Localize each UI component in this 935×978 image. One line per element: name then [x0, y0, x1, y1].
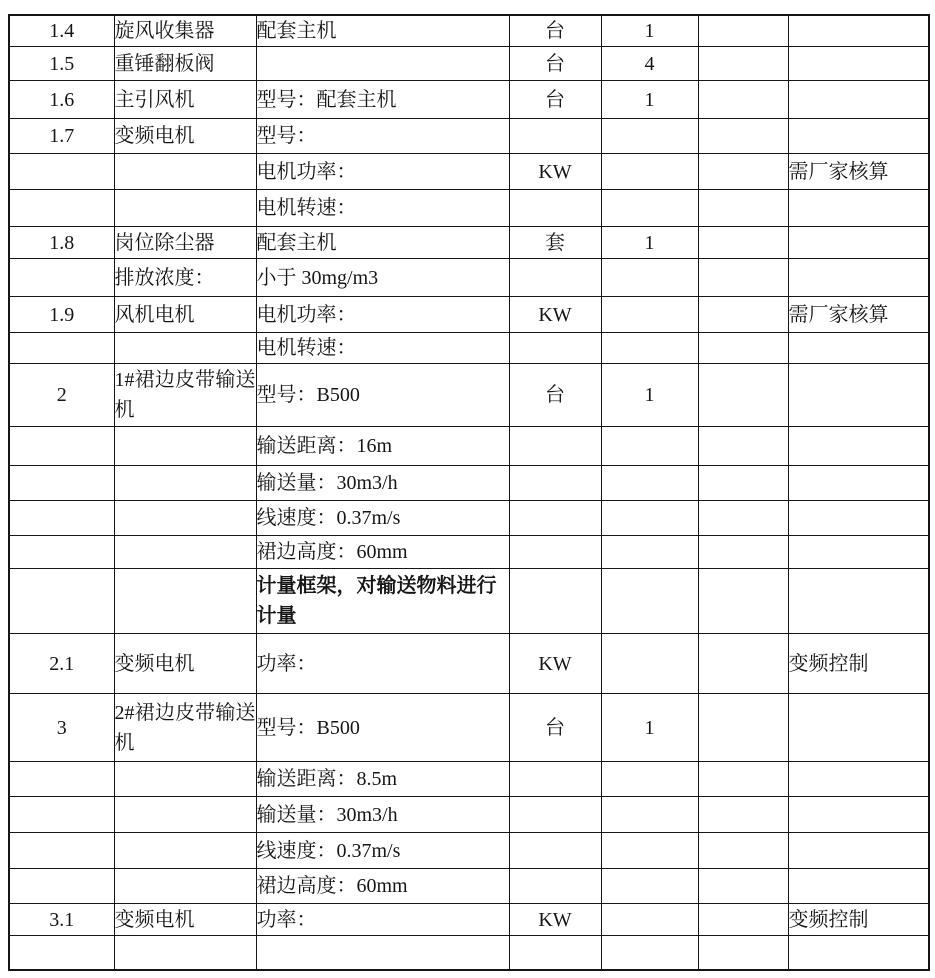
- cell-item-number: [9, 259, 114, 297]
- cell-item-number: 1.6: [9, 81, 114, 119]
- cell-unit: 台: [509, 47, 601, 81]
- cell-specification: 型号：配套主机: [256, 81, 509, 119]
- cell-equipment-name: 排放浓度：: [114, 259, 256, 297]
- cell-remark: [788, 227, 929, 259]
- cell-quantity: [601, 936, 698, 970]
- cell-unlabeled: [698, 501, 788, 536]
- table-row: [9, 333, 929, 364]
- cell-specification: 输送距离：8.5m: [256, 762, 509, 797]
- cell-quantity: [601, 869, 698, 904]
- cell-unit: [509, 466, 601, 501]
- table-row: [9, 47, 929, 81]
- cell-remark: [788, 869, 929, 904]
- cell-equipment-name: 重锤翻板阀: [114, 47, 256, 81]
- cell-specification: 输送量：30m3/h: [256, 797, 509, 833]
- cell-equipment-name: [114, 936, 256, 970]
- cell-quantity: [601, 154, 698, 190]
- table-row: [9, 119, 929, 154]
- cell-unlabeled: [698, 466, 788, 501]
- cell-equipment-name: 变频电机: [114, 634, 256, 694]
- cell-equipment-name: [114, 190, 256, 227]
- cell-specification: 电机转速：: [256, 190, 509, 227]
- cell-quantity: 1: [601, 364, 698, 427]
- table-row: [9, 427, 929, 466]
- cell-item-number: [9, 154, 114, 190]
- cell-equipment-name: [114, 797, 256, 833]
- cell-remark: 需厂家核算: [788, 154, 929, 190]
- cell-equipment-name: 1#裙边皮带输送机: [114, 364, 256, 427]
- cell-specification: 线速度：0.37m/s: [256, 501, 509, 536]
- cell-unit: [509, 190, 601, 227]
- cell-remark: [788, 569, 929, 634]
- table-row: [9, 259, 929, 297]
- cell-remark: [788, 797, 929, 833]
- cell-equipment-name: [114, 762, 256, 797]
- cell-specification: 电机功率：: [256, 154, 509, 190]
- cell-quantity: [601, 297, 698, 333]
- cell-item-number: [9, 501, 114, 536]
- cell-unlabeled: [698, 227, 788, 259]
- cell-equipment-name: [114, 427, 256, 466]
- table-body: [9, 15, 929, 970]
- cell-unit: KW: [509, 154, 601, 190]
- cell-unlabeled: [698, 333, 788, 364]
- cell-unit: [509, 333, 601, 364]
- cell-item-number: 2: [9, 364, 114, 427]
- cell-unlabeled: [698, 190, 788, 227]
- cell-quantity: [601, 536, 698, 569]
- cell-equipment-name: 主引风机: [114, 81, 256, 119]
- cell-specification: 输送量：30m3/h: [256, 466, 509, 501]
- cell-equipment-name: 岗位除尘器: [114, 227, 256, 259]
- cell-equipment-name: [114, 154, 256, 190]
- cell-remark: [788, 833, 929, 869]
- cell-unlabeled: [698, 797, 788, 833]
- cell-specification: 输送距离：16m: [256, 427, 509, 466]
- cell-specification: 电机功率：: [256, 297, 509, 333]
- cell-quantity: [601, 259, 698, 297]
- cell-item-number: [9, 869, 114, 904]
- cell-equipment-name: [114, 466, 256, 501]
- cell-unlabeled: [698, 762, 788, 797]
- cell-item-number: 1.9: [9, 297, 114, 333]
- table-row: [9, 466, 929, 501]
- cell-quantity: [601, 797, 698, 833]
- cell-quantity: [601, 427, 698, 466]
- table-row: [9, 227, 929, 259]
- cell-item-number: [9, 466, 114, 501]
- cell-remark: [788, 119, 929, 154]
- cell-quantity: [601, 333, 698, 364]
- cell-equipment-name: [114, 536, 256, 569]
- cell-equipment-name: 变频电机: [114, 904, 256, 936]
- table-row: [9, 364, 929, 427]
- table-row: [9, 936, 929, 970]
- cell-unit: [509, 501, 601, 536]
- cell-unit: [509, 936, 601, 970]
- cell-unit: KW: [509, 297, 601, 333]
- cell-unlabeled: [698, 427, 788, 466]
- cell-unit: 台: [509, 364, 601, 427]
- table-row: [9, 569, 929, 634]
- table-row: [9, 904, 929, 936]
- cell-unlabeled: [698, 536, 788, 569]
- cell-remark: [788, 427, 929, 466]
- equipment-spec-table: [8, 14, 930, 971]
- cell-quantity: [601, 466, 698, 501]
- cell-quantity: [601, 634, 698, 694]
- cell-remark: [788, 536, 929, 569]
- cell-quantity: [601, 119, 698, 154]
- cell-unlabeled: [698, 47, 788, 81]
- cell-specification: [256, 936, 509, 970]
- cell-unit: KW: [509, 904, 601, 936]
- cell-equipment-name: [114, 501, 256, 536]
- cell-quantity: 1: [601, 15, 698, 47]
- cell-specification: 线速度：0.37m/s: [256, 833, 509, 869]
- cell-item-number: [9, 762, 114, 797]
- cell-unit: [509, 427, 601, 466]
- cell-remark: [788, 190, 929, 227]
- cell-remark: [788, 694, 929, 762]
- cell-specification: 配套主机: [256, 227, 509, 259]
- cell-equipment-name: [114, 869, 256, 904]
- cell-unit: 台: [509, 15, 601, 47]
- cell-specification: 计量框架，对输送物料进行计量: [256, 569, 509, 634]
- cell-specification: 电机转速：: [256, 333, 509, 364]
- cell-unit: 套: [509, 227, 601, 259]
- table-row: [9, 869, 929, 904]
- cell-unlabeled: [698, 569, 788, 634]
- cell-remark: [788, 81, 929, 119]
- cell-unlabeled: [698, 297, 788, 333]
- cell-item-number: 1.4: [9, 15, 114, 47]
- cell-item-number: [9, 333, 114, 364]
- cell-specification: 型号：B500: [256, 694, 509, 762]
- cell-remark: [788, 364, 929, 427]
- table-row: [9, 81, 929, 119]
- cell-item-number: [9, 190, 114, 227]
- cell-equipment-name: 旋风收集器: [114, 15, 256, 47]
- cell-item-number: [9, 833, 114, 869]
- table-row: [9, 833, 929, 869]
- cell-unit: [509, 536, 601, 569]
- cell-quantity: 1: [601, 81, 698, 119]
- cell-remark: 需厂家核算: [788, 297, 929, 333]
- cell-remark: 变频控制: [788, 904, 929, 936]
- cell-specification: [256, 47, 509, 81]
- cell-remark: [788, 501, 929, 536]
- cell-unit: [509, 869, 601, 904]
- cell-item-number: [9, 936, 114, 970]
- cell-remark: [788, 762, 929, 797]
- cell-equipment-name: 2#裙边皮带输送机: [114, 694, 256, 762]
- cell-specification: 小于 30mg/m3: [256, 259, 509, 297]
- cell-item-number: [9, 797, 114, 833]
- cell-equipment-name: 变频电机: [114, 119, 256, 154]
- cell-unlabeled: [698, 904, 788, 936]
- cell-item-number: [9, 536, 114, 569]
- cell-item-number: 3.1: [9, 904, 114, 936]
- cell-unit: [509, 119, 601, 154]
- cell-quantity: [601, 190, 698, 227]
- cell-unlabeled: [698, 634, 788, 694]
- cell-unlabeled: [698, 694, 788, 762]
- cell-unlabeled: [698, 869, 788, 904]
- table-row: [9, 694, 929, 762]
- cell-unlabeled: [698, 936, 788, 970]
- cell-unlabeled: [698, 259, 788, 297]
- table-row: [9, 762, 929, 797]
- cell-item-number: 1.7: [9, 119, 114, 154]
- cell-specification: 功率：: [256, 634, 509, 694]
- cell-remark: [788, 47, 929, 81]
- cell-quantity: 1: [601, 694, 698, 762]
- table-row: [9, 154, 929, 190]
- cell-item-number: [9, 569, 114, 634]
- cell-unit: 台: [509, 81, 601, 119]
- table-row: [9, 634, 929, 694]
- cell-item-number: [9, 427, 114, 466]
- cell-specification: 功率：: [256, 904, 509, 936]
- cell-remark: [788, 333, 929, 364]
- cell-specification: 配套主机: [256, 15, 509, 47]
- table-row: [9, 501, 929, 536]
- cell-unlabeled: [698, 364, 788, 427]
- cell-item-number: 1.5: [9, 47, 114, 81]
- table-row: [9, 536, 929, 569]
- cell-specification: 裙边高度：60mm: [256, 536, 509, 569]
- table-row: [9, 297, 929, 333]
- cell-unit: [509, 797, 601, 833]
- cell-unit: KW: [509, 634, 601, 694]
- cell-equipment-name: [114, 569, 256, 634]
- cell-item-number: 1.8: [9, 227, 114, 259]
- cell-equipment-name: [114, 833, 256, 869]
- cell-quantity: [601, 569, 698, 634]
- cell-specification: 裙边高度：60mm: [256, 869, 509, 904]
- cell-unit: [509, 259, 601, 297]
- cell-unit: [509, 569, 601, 634]
- cell-specification: 型号：B500: [256, 364, 509, 427]
- cell-remark: [788, 936, 929, 970]
- cell-remark: [788, 466, 929, 501]
- cell-quantity: 1: [601, 227, 698, 259]
- cell-unit: [509, 762, 601, 797]
- table-row: [9, 190, 929, 227]
- cell-unit: 台: [509, 694, 601, 762]
- cell-quantity: [601, 904, 698, 936]
- cell-equipment-name: 风机电机: [114, 297, 256, 333]
- cell-remark: [788, 15, 929, 47]
- cell-unlabeled: [698, 154, 788, 190]
- cell-remark: 变频控制: [788, 634, 929, 694]
- cell-item-number: 3: [9, 694, 114, 762]
- table-row: [9, 797, 929, 833]
- cell-equipment-name: [114, 333, 256, 364]
- cell-item-number: 2.1: [9, 634, 114, 694]
- cell-quantity: 4: [601, 47, 698, 81]
- cell-unlabeled: [698, 119, 788, 154]
- cell-specification: 型号：: [256, 119, 509, 154]
- cell-unlabeled: [698, 15, 788, 47]
- table-row: [9, 15, 929, 47]
- cell-quantity: [601, 833, 698, 869]
- cell-unit: [509, 833, 601, 869]
- cell-quantity: [601, 762, 698, 797]
- cell-unlabeled: [698, 81, 788, 119]
- cell-quantity: [601, 501, 698, 536]
- cell-unlabeled: [698, 833, 788, 869]
- cell-remark: [788, 259, 929, 297]
